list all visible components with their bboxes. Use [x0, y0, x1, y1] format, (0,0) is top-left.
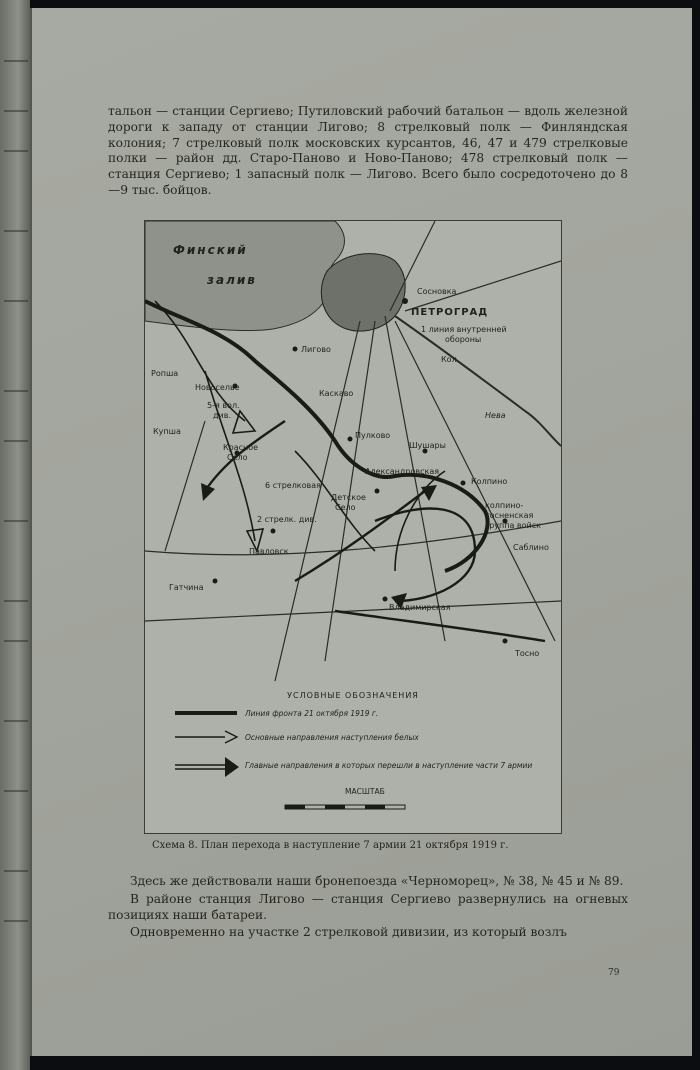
label-division-6: 6 стрелковая: [265, 481, 321, 490]
label-shushary: Шушары: [409, 441, 446, 450]
page-number: 79: [608, 968, 620, 978]
legend-white-offensive: Основные направления наступления белых: [245, 733, 419, 742]
label-vladimirskaya: Владимирская: [389, 603, 451, 612]
label-detskoe-2: Село: [335, 503, 356, 512]
label-sablino: Саблино: [513, 543, 549, 552]
label-line-inner-2: обороны: [445, 335, 482, 344]
label-division-5-2: див.: [213, 411, 231, 420]
label-ropsha: Ропша: [151, 369, 179, 378]
label-pavlovsk: Павловск: [249, 547, 289, 556]
label-kolpino-group-3: группа войск: [485, 521, 541, 530]
legend-red-offensive: Главные направления в которых перешли в наступление части 7 армии: [245, 761, 533, 770]
city-label: ПЕТРОГРАД: [411, 307, 489, 318]
scale-title: МАСШТАБ: [345, 787, 385, 796]
bottom-text-block: [108, 874, 628, 941]
top-paragraph: тальон — станции Сергиево; Путиловский рабочий батальон — вдоль железной дороги к западу от станции Лигово; 8 стрелковый полк — Финляндская колония; 7 стрелковый полк московских курсантов, 46, 47 и 479 стрелковые полки — район дд. Старо-Паново и Ново-Паново; 478 стрелковый полк — станция Сергиево; 1 запасный полк — Лигово. Всего было сосредоточено до 8—9 тыс. бойцов.: [108, 104, 628, 197]
book-page: [30, 8, 692, 1056]
label-line-inner-1: 1 линия внутренней: [421, 325, 507, 334]
paragraph-armored-trains: Здесь же действовали наши бронепоезда «Черноморец», № 38, № 45 и № 89.: [130, 874, 624, 888]
label-tosno: Тосно: [515, 649, 540, 658]
label-ligovo: Лигово: [301, 345, 331, 354]
legend-title: УСЛОВНЫЕ ОБОЗНАЧЕНИЯ: [287, 691, 419, 700]
left-page-edge: [0, 0, 30, 1070]
map-figure: [144, 220, 562, 834]
top-paragraph-block: [108, 104, 628, 199]
label-kolpino-group-1: колпино-: [485, 501, 524, 510]
label-pulkovo: Пулково: [355, 431, 391, 440]
label-aleksandrovskaya: Александровская: [365, 467, 440, 476]
label-kolpino: Колпино: [471, 477, 508, 486]
label-kolpino-group-2: тосненская: [485, 511, 534, 520]
label-novoselo: Новоселье: [195, 383, 240, 392]
sea-label-1: Финский: [173, 243, 248, 257]
label-division-2: 2 стрелк. див.: [257, 515, 317, 524]
label-sosnovka: Сосновка: [417, 287, 457, 296]
legend-front-line: Линия фронта 21 октября 1919 г.: [245, 709, 379, 718]
label-neva: Нева: [485, 411, 506, 420]
label-kupsha: Купша: [153, 427, 181, 436]
paragraph-division: Одновременно на участке 2 стрелковой дивизии, из который возлъ: [130, 925, 567, 940]
label-krasnoe-selo-2: Село: [227, 453, 248, 462]
sea-label-2: залив: [207, 273, 257, 287]
figure-caption: Схема 8. План перехода в наступление 7 армии 21 октября 1919 г.: [152, 840, 509, 851]
label-koltushi: Кол: [441, 355, 457, 364]
paragraph-batteries: В районе станция Лигово — станция Сергиево развернулись на огневых позициях наши батареи.: [108, 891, 628, 922]
label-krasnoe-selo-1: Красное: [223, 443, 259, 452]
label-division-5-1: 5-я вол.: [207, 401, 240, 410]
label-detskoe-1: Детское: [331, 493, 366, 502]
label-gatchina: Гатчина: [169, 583, 204, 592]
label-kaskovo: Каскаво: [319, 389, 354, 398]
